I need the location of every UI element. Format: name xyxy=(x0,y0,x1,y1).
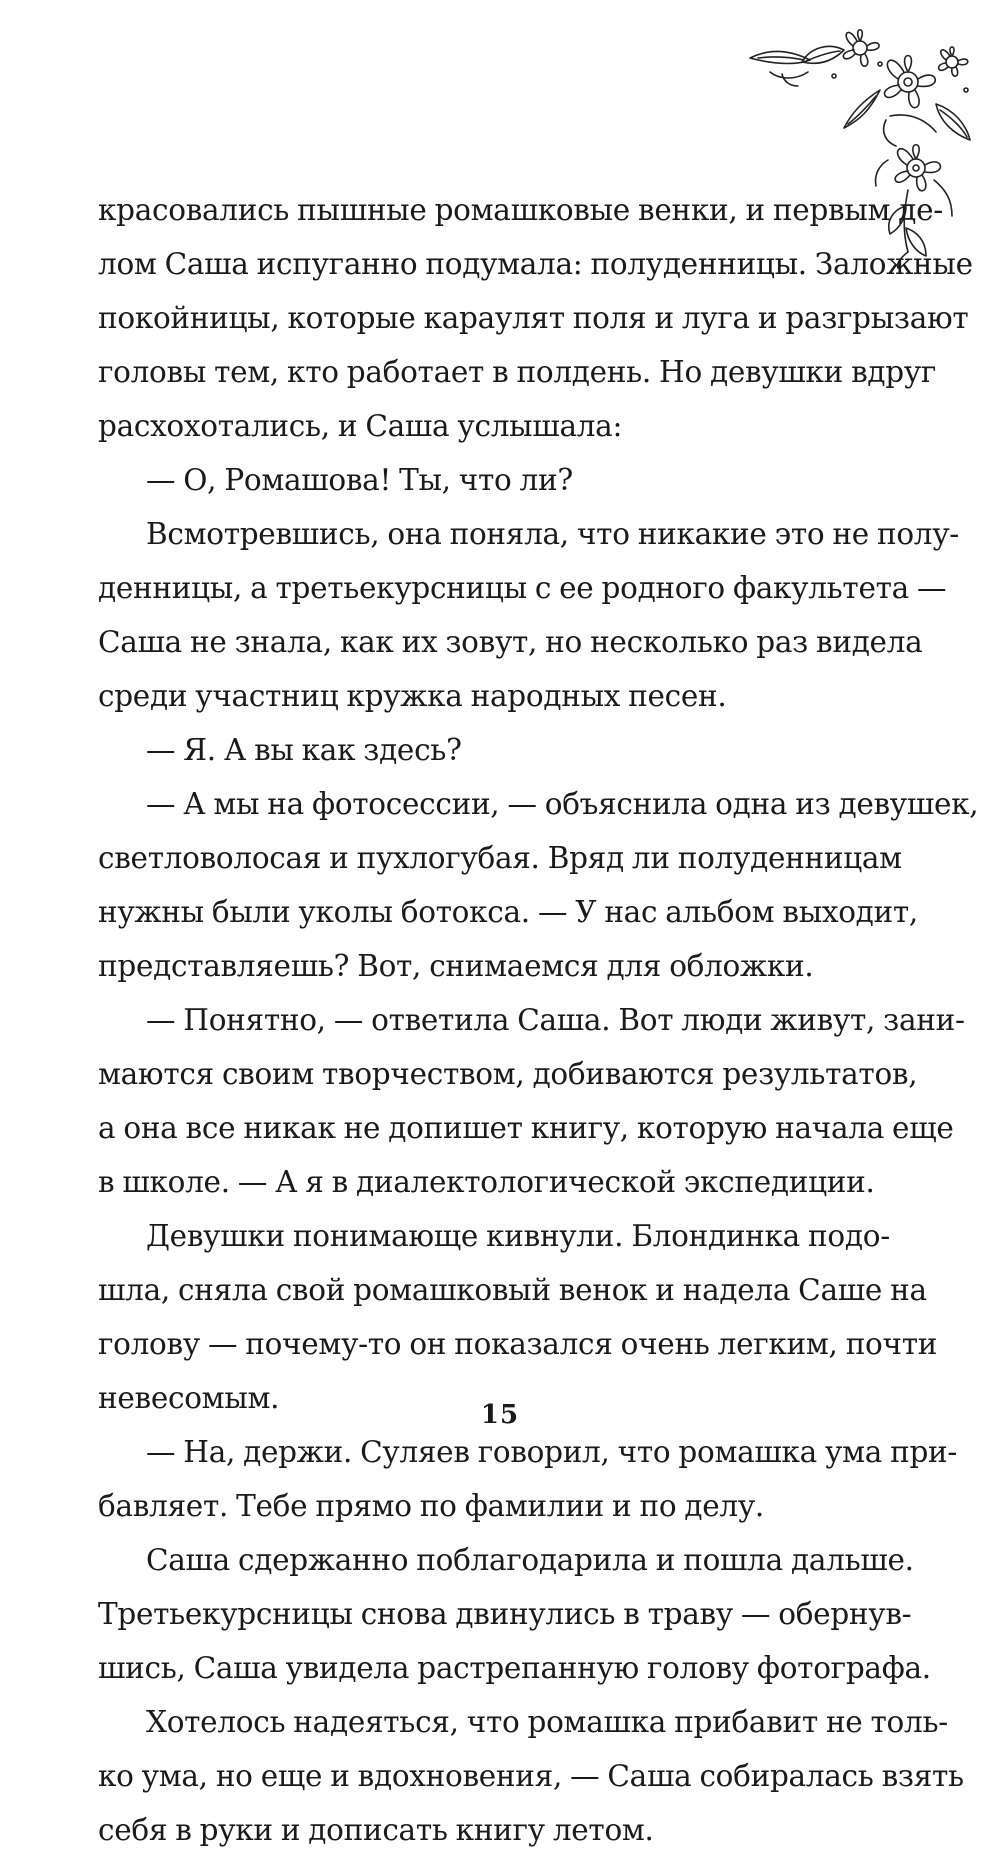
text-line: а она все никак не допишет книгу, которую начала еще xyxy=(98,1111,954,1145)
text-line: светловолосая и пухлогубая. Вряд ли полуденницам xyxy=(98,841,902,875)
paragraph xyxy=(98,453,858,507)
text-line: представляешь? Вот, снимаемся для обложки. xyxy=(98,949,814,983)
text-line: — На, держи. Суляев говорил, что ромашка ума при- xyxy=(146,1435,958,1469)
text-line: голову — почему-то он показался очень легким, почти xyxy=(98,1327,938,1361)
text-line: Третьекурсницы снова двинулись в траву — обернув- xyxy=(98,1597,912,1631)
text-line: расхохотались, и Саша услышала: xyxy=(98,409,623,443)
text-line: денницы, а третьекурсницы с ее родного факультета — xyxy=(98,571,947,605)
text-line: покойницы, которые караулят поля и луга и разгрызают xyxy=(98,301,969,335)
text-line: шись, Саша увидела растрепанную голову фотографа. xyxy=(98,1651,931,1685)
paragraph xyxy=(98,723,858,777)
text-line: ко ума, но еще и вдохновения, — Саша собиралась взять xyxy=(98,1759,964,1793)
text-line: бавляет. Тебе прямо по фамилии и по делу. xyxy=(98,1489,764,1523)
text-line: — Понятно, — ответила Саша. Вот люди живут, зани- xyxy=(146,1003,965,1037)
text-line: маются своим творчеством, добиваются результатов, xyxy=(98,1057,918,1091)
text-line: невесомым. xyxy=(98,1381,280,1415)
page-number: 15 xyxy=(480,1400,520,1430)
body-text xyxy=(98,183,979,1857)
paragraph xyxy=(98,183,973,453)
paragraph xyxy=(98,1425,958,1533)
paragraph xyxy=(98,1695,964,1857)
text-line: головы тем, кто работает в полдень. Но девушки вдруг xyxy=(98,355,937,389)
paragraph xyxy=(98,993,965,1209)
text-line: Саша сдержанно поблагодарила и пошла дальше. xyxy=(146,1543,914,1577)
text-line: красовались пышные ромашковые венки, и первым де- xyxy=(98,193,943,227)
text-line: шла, сняла свой ромашковый венок и надела Саше на xyxy=(98,1273,927,1307)
paragraph xyxy=(98,1209,938,1425)
text-line: Саша не знала, как их зовут, но несколько раз видела xyxy=(98,625,923,659)
text-line: — А мы на фотосессии, — объяснила одна из девушек, xyxy=(146,787,979,821)
paragraph xyxy=(98,777,979,993)
text-line: Хотелось надеяться, что ромашка прибавит не толь- xyxy=(146,1705,948,1739)
text-line: среди участниц кружка народных песен. xyxy=(98,679,727,713)
text-line: в школе. — А я в диалектологической экспедиции. xyxy=(98,1165,875,1199)
paragraph xyxy=(98,1533,931,1695)
text-line: — О, Ромашова! Ты, что ли? xyxy=(146,463,573,497)
text-line: — Я. А вы как здесь? xyxy=(146,733,462,767)
text-line: Всмотревшись, она поняла, что никакие это не полу- xyxy=(146,517,959,551)
text-line: себя в руки и дописать книгу летом. xyxy=(98,1813,654,1847)
text-line: нужны были уколы ботокса. — У нас альбом выходит, xyxy=(98,895,919,929)
text-line: лом Саша испуганно подумала: полуденницы. Заложные xyxy=(98,247,973,281)
paragraph xyxy=(98,507,959,723)
text-line: Девушки понимающе кивнули. Блондинка подо- xyxy=(146,1219,890,1253)
